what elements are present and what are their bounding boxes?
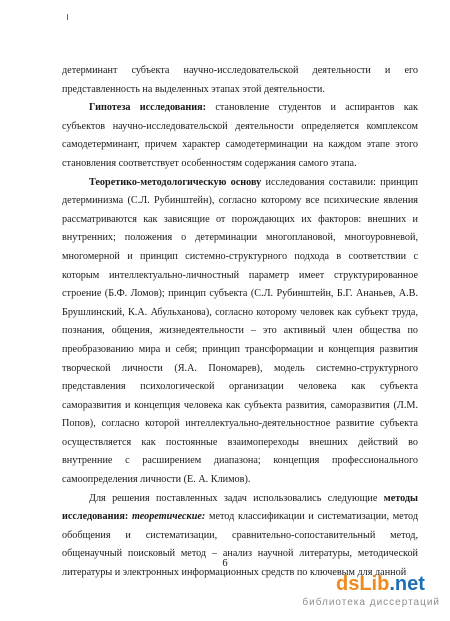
hypothesis-text: становление студентов и аспирантов как субъектов научно-исследовательской деятельности определяется комплексом самодетерминант, причем характер самодетерминации на каждом этапе этого становления соответствует особенностям содержания самого этапа. bbox=[62, 102, 418, 169]
dslib-logo bbox=[336, 571, 436, 595]
svg-text:dsLib.net: dsLib.net bbox=[336, 573, 425, 595]
watermark bbox=[290, 571, 440, 611]
methodology-text: исследования составили: принцип детерминизма (С.Л. Рубинштейн), согласно которому все психические явления рассматриваются как зависящие от порождающих их факторов: внешних и внутренних; положения о детерминации многоплановой, многоуровневой, многомерной и принцип системно-структурного подхода в соответствии с которым интеллектуально-личностный параметр имеет структурированное строение (Б.Ф. Ломов); принцип субъекта (С.Л. Рубинштейн, Б.Г. Ананьев, А.В. Брушлинский, К.А. Абульханова), согласно которому человек как субъект труда, познания, общения, жизнедеятельности – это активный член общества по преобразованию мира и себя; принцип трансформации и концепция развития творческой личности (Я.А. Пономарев), модель системно-структурного представления психологической организации человека как субъекта саморазвития и концепция человека как субъекта развития, саморазвития (Л.М. Попов), согласно которой интеллектуально-деятельностное развитие субъекта осуществляется как постоянные взаимопереходы внешних действий во внутренние с расширением диапазона; концепция профессионального самоопределения личности (Е. А. Климов). bbox=[62, 176, 418, 486]
body-text bbox=[62, 62, 418, 583]
watermark-caption: библиотека диссертаций bbox=[302, 597, 440, 608]
methods-theoretical-label: теоретические: bbox=[128, 511, 206, 523]
paragraph-1: детерминант субъекта научно-исследовательской деятельности и его представленность на выделенных этапах этой деятельности. bbox=[62, 65, 418, 95]
methods-text: метод классификации и систематизации, метод обобщения и систематизации, сравнительно-сопоставительный метод, общенаучный поисковый метод – анализ научной литературы, методической литературы и электронных информационных средств по ключевым для данной bbox=[62, 511, 418, 579]
methodology-heading: Теоретико-методологическую основу bbox=[89, 176, 262, 188]
methods-intro: Для решения поставленных задач использовались следующие bbox=[89, 492, 384, 504]
paragraph-hypothesis bbox=[62, 99, 418, 173]
methods-heading: методы исследования: bbox=[62, 492, 418, 523]
hypothesis-heading: Гипотеза исследования: bbox=[89, 102, 207, 114]
paragraph-methodology bbox=[62, 174, 418, 490]
page-number: 6 bbox=[222, 558, 228, 569]
scan-speck bbox=[67, 14, 68, 20]
